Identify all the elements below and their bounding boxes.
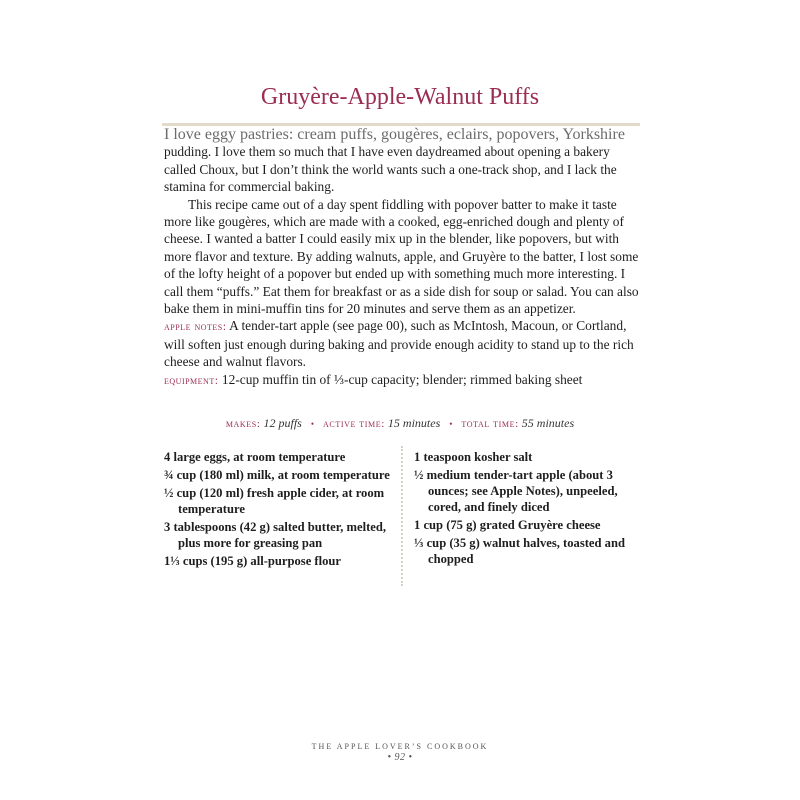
makes-value: 12 puffs <box>263 416 302 430</box>
ingredients-right <box>414 449 638 569</box>
ingredient-item: 1 cup (75 g) grated Gruyère cheese <box>414 518 601 532</box>
apple-notes-label: apple notes: <box>164 319 227 334</box>
ingredient-item: 1⅓ cups (195 g) all-purpose flour <box>164 554 342 568</box>
ingredient-item: 1 teaspoon kosher salt <box>414 450 533 464</box>
recipe-title: Gruyère-Apple-Walnut Puffs <box>260 84 540 110</box>
ingredient-item: ⅓ cup (35 g) walnut halves, toasted and chopped <box>414 536 625 566</box>
recipe-body <box>164 126 642 389</box>
meta-separator: • <box>449 419 453 430</box>
ingredient-item: 4 large eggs, at room temperature <box>164 450 346 464</box>
equipment-label: equipment: <box>164 372 219 387</box>
apple-notes <box>164 317 642 370</box>
equipment <box>164 371 642 389</box>
ingredient-item: ½ cup (120 ml) fresh apple cider, at room temperature <box>164 486 385 516</box>
page-number: • 92 • <box>387 752 413 763</box>
ingredients-divider <box>401 446 403 586</box>
active-time-value: 15 minutes <box>387 416 441 430</box>
ingredients-left <box>164 449 394 571</box>
intro-paragraph <box>164 126 642 196</box>
total-time-value: 55 minutes <box>521 416 575 430</box>
recipe-meta <box>160 416 640 431</box>
page-footer <box>160 742 640 763</box>
makes-label: makes: <box>225 418 261 430</box>
meta-separator: • <box>310 419 315 430</box>
apple-notes-text: A tender-tart apple (see page 00), such as McIntosh, Macoun, or Cortland, will soften just enough during baking and provide enough acidity to stand up to the rich cheese and walnut flavors. <box>164 318 634 370</box>
ingredient-item: 3 tablespoons (42 g) salted butter, melted, plus more for greasing pan <box>164 520 387 550</box>
ingredient-item: ¾ cup (180 ml) milk, at room temperature <box>164 468 390 482</box>
total-time-label: total time: <box>461 418 519 430</box>
intro-lead: I love eggy pastries: cream puffs, gougères, eclairs, popovers, Yorkshire <box>164 126 625 143</box>
book-title: THE APPLE LOVER’S COOKBOOK <box>311 742 489 751</box>
story-paragraph: This recipe came out of a day spent fiddling with popover batter to make it taste more like gougères, which are made with a cooked, egg-enriched dough and plenty of cheese. I wanted a batter I could easily mix up in the blender, like popovers, but with more flavor and texture. By adding walnuts, apple, and Gruyère to the batter, I lost some of the lofty height of a popover but ended up with something much more interesting. I call them “puffs.” Eat them for breakfast or as a side dish for soup or salad. You can also bake them in mini-muffin tins for 20 minutes and serve them as an appetizer. <box>164 196 639 317</box>
ingredient-item: ½ medium tender-tart apple (about 3 ounces; see Apple Notes), unpeeled, cored, and finely diced <box>414 468 618 514</box>
equipment-text: 12-cup muffin tin of ⅓-cup capacity; blender; rimmed baking sheet <box>221 371 583 387</box>
active-time-label: active time: <box>323 418 385 430</box>
intro-rest: pudding. I love them so much that I have even daydreamed about opening a bakery called Choux, but I don’t think the world wants such a one-track shop, and I lack the stamina for commercial baking. <box>164 144 617 195</box>
